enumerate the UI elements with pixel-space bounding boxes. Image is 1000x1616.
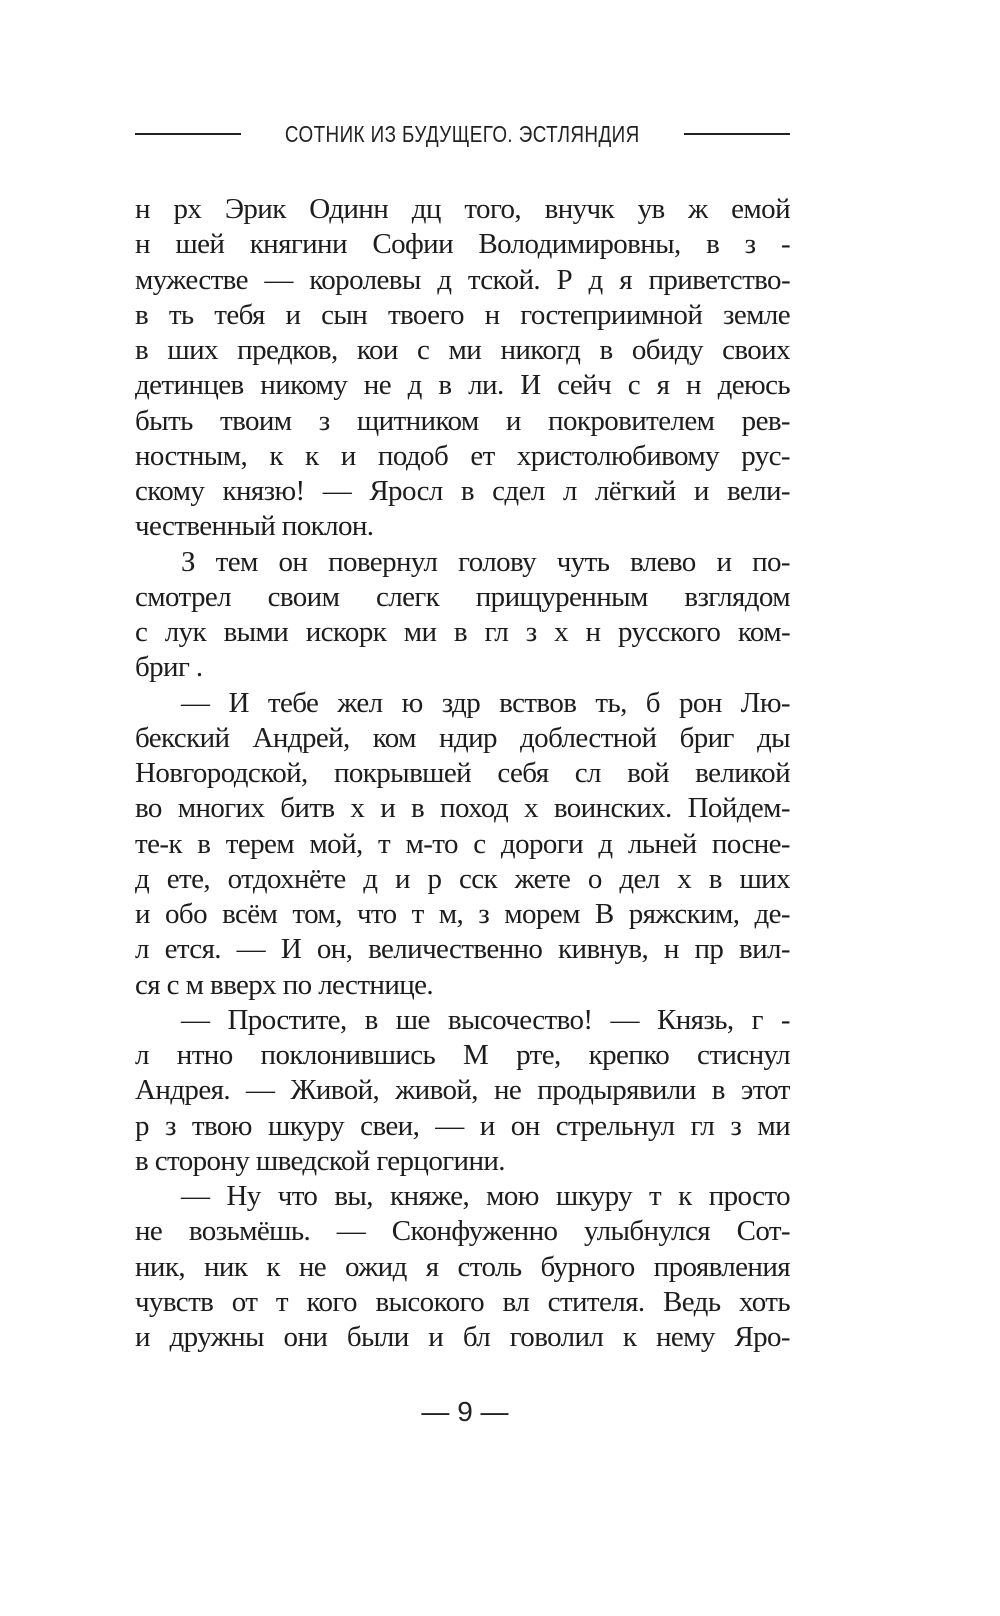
text-line: — Простите, в ше высочество! — Князь, г - (181, 1003, 790, 1036)
book-title: СОТНИК ИЗ БУДУЩЕГО. ЭСТЛЯНДИЯ (285, 120, 640, 147)
text-line: в ших предков, кои с ми никогд в обиду своих (135, 334, 790, 366)
text-line: в ть тебя и сын твоего н гостеприимной земле (135, 298, 790, 331)
text-line: ся с м вверх по лестнице. (135, 968, 434, 1001)
text-line: во многих битв х и в поход х воинских. Пойдем- (135, 792, 790, 825)
text-line: с лук выми искорк ми в гл з х н русского ком- (135, 616, 790, 648)
text-line: смотрел своим слегк прищуренным взглядом (135, 580, 790, 613)
text-line: бриг . (135, 651, 203, 684)
text-line: чувств от т кого высокого вл стителя. Ведь хоть (135, 1285, 790, 1318)
text-line: д ете, отдохнёте д и р сск жете о дел х в ших (135, 862, 790, 895)
text-line: мужестве — королевы д тской. Р д я приветство- (135, 263, 790, 296)
text-line: Новгородской, покрывшей себя сл вой великой (135, 757, 790, 789)
page-body-text (135, 192, 790, 1355)
text-line: ник, ник к не ожид я столь бурного проявления (135, 1250, 790, 1283)
text-line: детинцев никому не д в ли. И сейч с я н деюсь (135, 369, 790, 402)
text-line: те-к в терем мой, т м-то с дороги д льней поснe- (135, 827, 790, 860)
text-line: и дружны они были и бл говолил к нему Яро- (135, 1321, 790, 1353)
header-rule-right (684, 133, 790, 135)
text-line: р з твою шкуру свеи, — и он стрельнул гл з ми (135, 1109, 790, 1142)
text-line: Андрея. — Живой, живой, не продырявили в этот (135, 1074, 790, 1107)
header-rule-left (135, 133, 241, 135)
text-line: быть твоим з щитником и покровителем рев- (135, 404, 790, 437)
text-line: в сторону шведской герцогини. (135, 1144, 505, 1177)
text-line: н рх Эрик Одинн дц того, внучк ув ж емой (135, 193, 790, 225)
text-line: скому князю! — Яросл в сдел л лёгкий и вели- (135, 475, 790, 507)
running-header (135, 116, 790, 152)
text-line: — И тебе жел ю здр вствов ть, б рон Лю- (181, 686, 790, 719)
text-line: н шей княгини Софии Володимировны, в з - (135, 228, 790, 261)
text-line: бекский Андрей, ком ндир доблестной бриг ды (135, 721, 790, 754)
page-number: — 9 — (421, 1396, 509, 1427)
text-line: чественный поклон. (135, 510, 374, 543)
text-line: — Ну что вы, княже, мою шкуру т к просто (181, 1180, 790, 1212)
text-line: л нтно поклонившись М рте, крепко стиснул (135, 1039, 790, 1071)
text-line: не возьмёшь. — Сконфуженно улыбнулся Сот- (135, 1215, 790, 1248)
text-line: и обо всём том, что т м, з морем В ряжским, де- (135, 898, 790, 930)
text-line: л ется. — И он, величественно кивнув, н пр вил- (135, 933, 790, 966)
text-line: ностным, к к и подоб ет христолюбивому рус- (135, 439, 790, 472)
text-line: З тем он повернул голову чуть влево и по- (181, 545, 790, 578)
